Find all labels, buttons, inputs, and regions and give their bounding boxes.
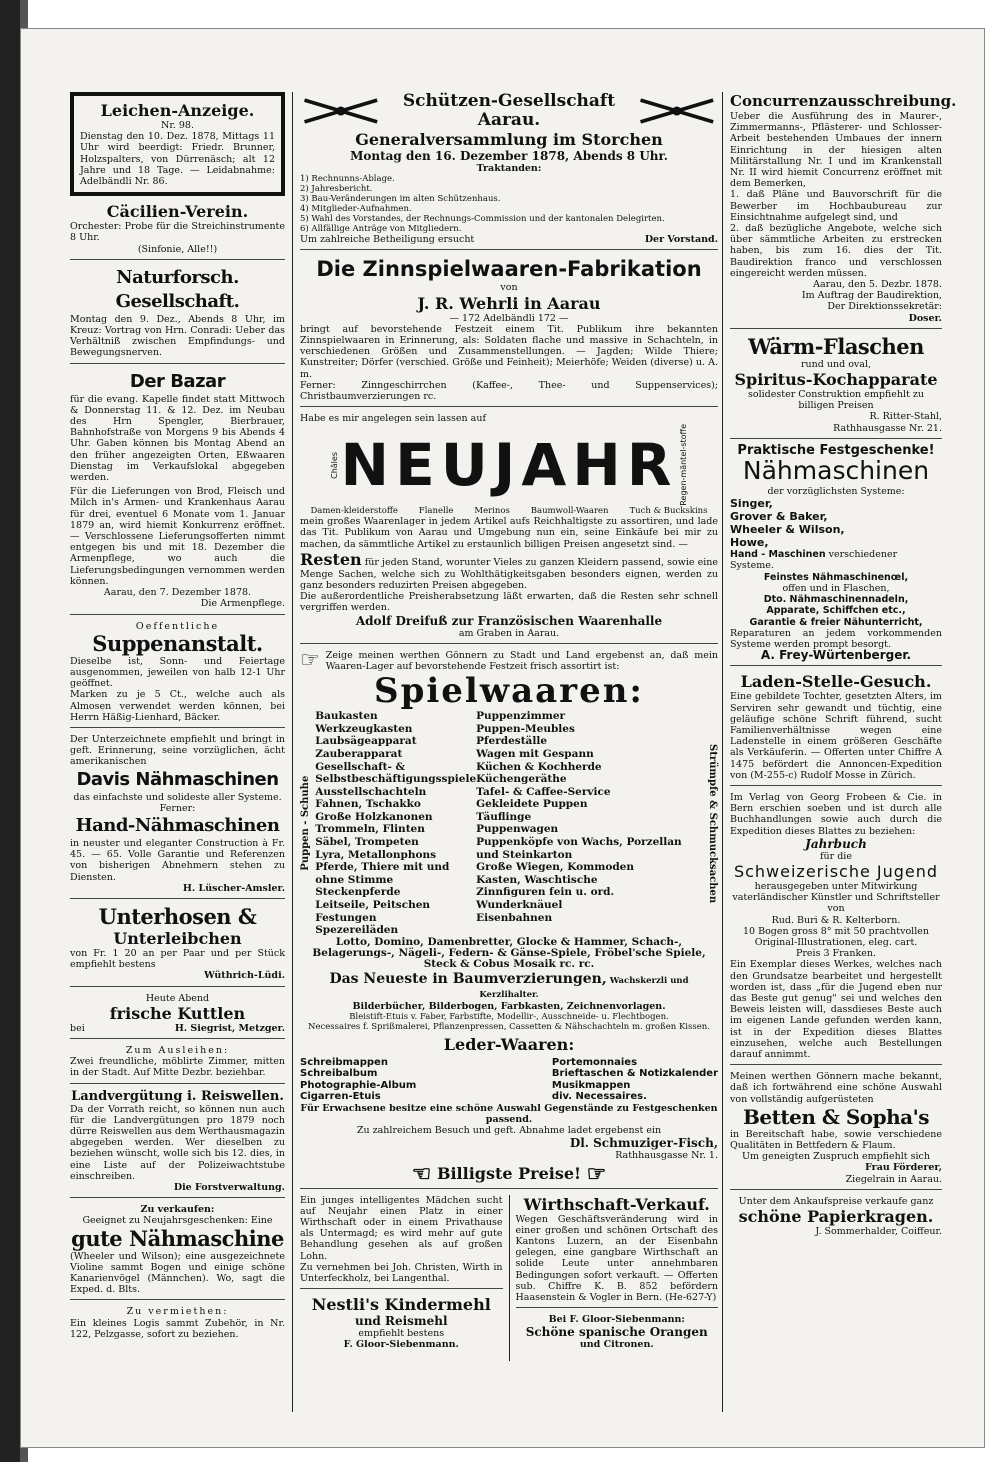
spielwaaren-item: Große Wiegen, Kommoden (476, 861, 634, 874)
ad-betten: Meinen werthen Gönnern mache bekannt, daß ich fortwährend eine schöne Auswahl von vollständig aufgerüsteten Betten & Sopha's in Bereitschaft habe, sowie verschiedene Qualitäten in Bettfedern & Flaum. Um geneigten Zuspruch empfiehlt sich Frau Förderer, Ziegelrain in Aarau. (730, 1071, 942, 1190)
ad-ausleihen: Zum Ausleihen: Zwei freundliche, möblirte Zimmer, mitten in der Stadt. Auf Mitte Dezbr. beziehbar. (70, 1045, 285, 1084)
column-right (730, 92, 957, 1247)
spielwaaren-item: Leitseile, Peitschen (315, 899, 431, 912)
ad-naturforsch: Naturforsch. Gesellschaft. Montag den 9. Dez., Abends 8 Uhr, im Kreuz: Vortrag von Hrn. Conradi: Ueber das Verhältniß zwischen Empfindungs- und Bewegungsnerven. (70, 266, 285, 364)
ad-kuttlen: Heute Abend frische Kuttlen bei H. Siegrist, Metzger. (70, 993, 285, 1039)
spielwaaren-item: Säbel, Trompeten (315, 836, 419, 849)
spielwaaren-item: Lyra, Metallonphons (315, 848, 437, 861)
column-left (70, 92, 285, 1350)
pointing-hand-icon: ☞ (586, 1160, 607, 1187)
spielwaaren-item: Selbstbeschäftigungsspiele (315, 773, 477, 786)
spielwaaren-item: Ausstellschachteln (315, 785, 427, 798)
leder-item: Cigarren-Etuis (300, 1091, 381, 1103)
spielwaaren-item: Festungen (315, 911, 377, 924)
spielwaaren-item: Täuflinge (476, 810, 532, 823)
ad-ladenstelle: Laden-Stelle-Gesuch. Eine gebildete Tochter, gesetzten Alters, im Serviren sehr gewandt und tüchtig, eine geläufige schöne Schrift führend, sucht Familienverhältnisse wegen eine Ladenstelle in einem größeren Geschäfte als Verkäuferin. — Offerten unter Chiffre A 1475 befördert die Annoncen-Expedition von (M-255-c) Rudolf Mosse in Zürich. (730, 672, 942, 786)
ad-zinnspielwaaren: Die Zinnspielwaaren-Fabrikation von J. R. Wehrli in Aarau — 172 Adelbändli 172 — bringt auf bevorstehende Festzeit einem Tit. Publikum ihre bekannten Zinnspielwaaren in Erinnerung, als: Soldaten flache und massive in Schachteln, in verschiedenen Größen und Zusammenstellungen. — Jagden; Wilde Thiere; Kunstreiter; Dörfer (verschied. Größe und Feinheit); Meierhöfe; Weiden (diverse) u. A. m. Ferner: Zinngeschirrchen (Kaffee-, Thee- und Suppenservices); Christbaumverzierungen rc. (300, 256, 718, 407)
ad-spielwaaren: ☞ Zeige meinen werthen Gönnern zu Stadt und Land ergebenst an, daß mein Waaren-Lager auf bevorstehende Festzeit frisch assortirt ist: Spielwaaren: Puppen - Schuhe Baukasten Werkzeugkasten Laubsägeapparat Zauberapparat Gesellschaft- & Selbstbeschäftigungsspiele Ausstellschachteln Fahnen, Tschakko Große Holzkanonen Trommeln, Flinten Säbel, Trompeten Lyra, Metallonphons Pferde, Thiere mit und ohne Stimme Steckenpferde Leitseile, Peitschen Festungen Spezereiläden Puppenzimmer Puppen-Meubles Pferdeställe Wagen mit Gespann Küchen & Kochherde Küchengeräthe Tafel- & Caffee-Service Gekleidete Puppen Täuflinge Puppenwagen Puppenköpfe von Wachs, Porzellan und Steinkarton Große Wiegen, Kommoden Kasten, Waschtische Zinnfiguren fein u. ord. Wunderknäuel Eisenbahnen Strümpfe & Schmucksachen Lotto, Domino, Damenbretter, Glocke & Hammer, Schach-, Belagerungs-, Nägeli-, Federn- & Gänse-Spiele, Fröbel'sche Spiele, Steck & Cobus Mosaik rc. rc. Das Neueste in Baumverzierungen, Wachskerzli und Kerzlihalter. Bilderbücher, Bilderbogen, Farbkasten, Zeichnenvorlagen. Bleistift-Etuis v. Faber, Farbstifte, Modellir-, Ausschneide- u. Flechtbogen. Necessaires f. Sprißmalerei, Pflanzenpressen, Cassetten & Nähschachteln m. großen Kissen. Leder-Waaren: Schreibmappen Schreibalbum Photographie-Album Cigarren-Etuis Portemonnaies Brieftaschen & Notizkalender Musikmappen div. Necessaires. Für Erwachsene besitze eine schöne Auswahl Gegenstände zu Festgeschenken passend. Zu zahlreichem Besuch und geft. Abnahme ladet ergebenst ein Dl. Schmuziger-Fisch, Rathhausgasse Nr. 1. ☜ Billigste Preise! ☞ (300, 648, 718, 1187)
leder-item: div. Necessaires. (551, 1091, 647, 1103)
leder-item: Portemonnaies (551, 1056, 638, 1068)
column-rule (292, 92, 293, 1412)
ad-concurrenz: Concurrenzausschreibung. Ueber die Ausführung des in Maurer-, Zimmermanns-, Pflästerer- und Schlosser-Arbeit bestehenden Umbaues der innern Einrichtung in der hiesigen alten Militärstallung Nr. I und im Krankenstall Nr. II wird hiemit Concurrenz eröffnet mit dem Bemerken, 1. daß Pläne und Bauvorschrift für die Bewerber im Hochbaubureau zur Einsichtnahme aufgelegt sind, und 2. daß bezügliche Angebote, welche sich über sämmtliche Arbeiten zu erstrecken haben, bis zum 16. dies der Tit. Baudirektion franco und verschlossen eingereicht werden müssen. Aarau, den 5. Dezbr. 1878. Im Auftrag der Baudirektion, Der Direktionssekretär: Doser. (730, 92, 942, 329)
spielwaaren-item: Laubsägeapparat (315, 735, 417, 748)
spielwaaren-item: Steckenpferde (315, 886, 401, 899)
crossed-rifles-icon (636, 93, 718, 129)
column-rule (722, 92, 723, 1412)
spielwaaren-item: Puppen-Meubles (476, 722, 575, 735)
ad-naehmaschinen: Praktische Festgeschenke! Nähmaschinen der vorzüglichsten Systeme: Singer, Grover & Baker, Wheeler & Wilson, Howe, Hand - Maschinen verschiedener Systeme. Feinstes Nähmaschinenœl, offen und in Flaschen, Dto. Nähmaschinennadeln, Apparate, Schiffchen etc., Garantie & freier Nähunterricht, Reparaturen an jedem vorkommenden Systeme werden prompt besorgt. A. Frey-Würtenberger. (730, 445, 942, 666)
ad-maedchen: Ein junges intelligentes Mädchen sucht auf Neujahr einen Platz in einer Wirthschaft oder in einem Privathause als Untermagd; es wird mehr auf gute Behandlung gesehen als auf großen Lohn. Zu vernehmen bei Joh. Christen, Wirth in Unterfeckholz, bei Langenthal. (300, 1195, 503, 1290)
leder-item: Brieftaschen & Notizkalender (551, 1068, 718, 1080)
ad-leichen: Leichen-Anzeige. Nr. 98. Dienstag den 10. Dez. 1878, Mittags 11 Uhr wird beerdigt: Friedr. Brunner, Holzspalters, von Dürrenäsch; alt 12 Jahre und 18 Tage. — Leidabnahme: Adelbändli Nr. 86. (70, 92, 285, 196)
spielwaaren-item: Große Holzkanonen (315, 810, 433, 823)
pointing-hand-icon: ☜ (411, 1160, 432, 1187)
ad-davis: Der Unterzeichnete empfiehlt und bringt in geft. Erinnerung, seine vorzüglichen, ächt amerikanischen Davis Nähmaschinen das einfachste und solideste aller Systeme. Ferner: Hand-Nähmaschinen in neuster und eleganter Construction à Fr. 45. — 65. Volle Garantie und Referenzen von bisherigen Abnehmern stehen zu Diensten. H. Lüscher-Amsler. (70, 734, 285, 899)
spielwaaren-item: Pferde, Thiere mit und ohne Stimme (315, 861, 450, 886)
spielwaaren-item: Puppenköpfe von Wachs, Porzellan und Steinkarton (476, 836, 682, 861)
ad-orangen: Bei F. Gloor-Siebenmann: Schöne spanische Orangen und Citronen. (525, 1314, 708, 1351)
leder-item: Photographie-Album (300, 1079, 417, 1091)
spielwaaren-item: Küchen & Kochherde (476, 760, 602, 773)
spielwaaren-item: Kasten, Waschtische (476, 873, 598, 886)
leder-list (300, 1057, 718, 1103)
spielwaaren-item: Pferdeställe (476, 735, 548, 748)
spielwaaren-item: Gekleidete Puppen (476, 798, 588, 811)
column-middle (300, 92, 718, 1361)
spielwaaren-item: Gesellschaft- & (315, 760, 406, 773)
ad-nestle: Nestli's Kindermehl und Reismehl empfiehlt bestens F. Gloor-Siebenmann. (311, 1295, 491, 1351)
spielwaaren-item: Trommeln, Flinten (315, 823, 425, 836)
spielwaaren-item: Spezereiläden (315, 924, 399, 937)
leder-item: Schreibalbum (300, 1068, 378, 1080)
spielwaaren-item: Zauberapparat (315, 747, 403, 760)
ad-waermflaschen: Wärm-Flaschen rund und oval, Spiritus-Kochapparate solidester Construktion empfiehlt zu billigen Preisen R. Ritter-Stahl, Rathhausgasse Nr. 21. (730, 335, 942, 439)
leder-item: Musikmappen (551, 1079, 631, 1091)
ad-caecilien: Cäcilien-Verein. Orchester: Probe für die Streichinstrumente 8 Uhr. (Sinfonie, Alle!!) (70, 202, 285, 260)
ad-wirthschaft: Wirthschaft-Verkauf. Wegen Geschäftsveränderung wird in einer großen und schönen Ortschaft des Kantons Luzern, an der Eisenbahn gelegen, eine gangbare Wirthschaft an solide Leute unter annehmbaren Bedingungen sofort verkauft. — Offerten sub. Chiffre K. B. 852 befördern Haasenstein & Vogler in Bern. (He-627-Y) (516, 1195, 719, 1309)
ad-landverguetung: Landvergütung i. Reiswellen. Da der Vorrath reicht, so können nun auch für die Landvergütungen pro 1879 noch dürre Reiswellen aus dem Werthausmagazin abgegeben werden. Wer dieselben zu beziehen wünscht, wolle sich bis 12. dies, in eine Liste auf der Polizeiwachtstube einschreiben. Die Forstverwaltung. (70, 1090, 285, 1199)
spielwaaren-list (315, 710, 703, 937)
spielwaaren-item: Puppenzimmer (476, 710, 566, 723)
spielwaaren-item: Eisenbahnen (476, 911, 553, 924)
spielwaaren-item: Wunderknäuel (476, 899, 563, 912)
ad-neujahr: Habe es mir angelegen sein lassen auf Châles NEUJAHR Regen-mäntel-stoffe Damen-kleiderstoffe Flanelle Merinos Baumwoll-Waaren Tuch & Buckskins mein großes Waarenlager in jedem Artikel aufs Reichhaltigste zu assortiren, und lade das Tit. Publikum von Aarau und Umgebung nun ein, seine Einkäufe bei mir zu machen, da sämmtliche Artikel zu erstaunlich billigen Preisen angesetzt sind. — Resten für jeden Stand, worunter Vieles zu ganzen Kleidern passend, sowie eine Menge Sachen, welche sich zu Wohlthätigkeitsgaben besonders eignen, werden zu ganz besonders reduzirten Preisen abgegeben. Die außerordentliche Preisherabsetzung läßt erwarten, daß die Resten sehr schnell vergriffen werden. Adolf Dreifuß zur Französischen Waarenhalle am Graben in Aarau. (300, 413, 718, 643)
leder-item: Schreibmappen (300, 1056, 388, 1068)
spielwaaren-item: Tafel- & Caffee-Service (476, 785, 611, 798)
neujahr-banner: Châles NEUJAHR Regen-mäntel-stoffe (329, 424, 689, 507)
spielwaaren-item: Baukasten (315, 710, 378, 723)
crossed-rifles-icon (300, 93, 382, 129)
ad-verkaufen: Zu verkaufen: Geeignet zu Neujahrsgeschenken: Eine gute Nähmaschine (Wheeler und Wilson); eine ausgezeichnete Violine sammt Bogen und einige schöne Kanarienvögel (Männchen). Wo, sagt die Exped. d. Blts. (70, 1204, 285, 1300)
ad-suppenanstalt: Oeffentliche Suppenanstalt. Dieselbe ist, Sonn- und Feiertage ausgenommen, jeweilen von halb 12-1 Uhr geöffnet. Marken zu je 5 Ct., welche auch als Almosen verwendet werden können, bei Herrn Häßig-Lienhard, Bäcker. (70, 621, 285, 728)
spielwaaren-item: Werkzeugkasten (315, 722, 413, 735)
spielwaaren-item: Puppenwagen (476, 823, 559, 836)
ad-jahrbuch: Im Verlag von Georg Frobeen & Cie. in Bern erschien soeben und ist durch alle Buchhandlungen sowie auch durch die Expedition dieses Blattes zu beziehen: Jahrbuch für die Schweizerische Jugend herausgegeben unter Mitwirkung vaterländischer Künstler und Schriftsteller von Rud. Buri & R. Kelterborn. 10 Bogen gross 8° mit 50 prachtvollen Original-Illustrationen, eleg. cart. Preis 3 Franken. Ein Exemplar dieses Werkes, welches nach den Grundsatze bearbeitet und hergestellt worden ist, dass „für die Jugend eben nur das Beste gut genug" sei und welches den Beweis leisten will, dassdieses Beste auch im eigenen Lande gefunden werden kann, ist in der Expedition dieses Blattes einzusehen, welche auch Bestellungen darauf annimmt. (730, 792, 942, 1065)
ad-unterhosen: Unterhosen & Unterleibchen von Fr. 1 20 an per Paar und per Stück empfiehlt bestens Wüthrich-Lüdi. (70, 905, 285, 987)
spielwaaren-item: Fahnen, Tschakko (315, 798, 421, 811)
pointing-hand-icon: ☞ (300, 648, 320, 674)
traktanden-list: 1) Rechnunns-Ablage. 2) Jahresbericht. 3) Bau-Veränderungen im alten Schützenhaus. 4) Mitglieder-Aufnahmen. 5) Wahl des Vorstandes, der Rechnungs-Commission und der kantonalen Delegirten. 6) Allfällige Anträge von Mitgliedern. (300, 174, 665, 235)
spielwaaren-item: Wagen mit Gespann (476, 747, 594, 760)
ad-papierkragen: Unter dem Ankaufspreise verkaufe ganz schöne Papierkragen. J. Sommerhalder, Coiffeur. (738, 1195, 942, 1238)
ad-bazar: Der Bazar für die evang. Kapelle findet statt Mittwoch & Donnerstag 11. & 12. Dez. im Neubau des Hrn Spengler, Bierbrauer, Bahnhofstraße von Morgens 9 bis Abends 4 Uhr. Gaben können bis Montag Abend an den früher angezeigten Orten, Eßwaaren Dienstag im Verkaufslokal abgegeben werden. Für die Lieferungen von Brod, Fleisch und Milch in's Armen- und Krankenhaus Aarau für drei, eventuel 6 Monate vom 1. Januar 1879 an, wird hiemit Konkurrenz eröffnet. — Verschlossene Lieferungsofferten nimmt entgegen bis und mit 18. Dezember die Armenpflege, wo auch die Lieferungsbedingungen vernommen werden können. Aarau, den 7. Dezember 1878. Die Armenpflege. (70, 370, 285, 615)
spielwaaren-item: Küchengeräthe (476, 773, 567, 786)
ad-schuetzen: Schützen-Gesellschaft Aarau. Generalversammlung im Storchen Montag den 16. Dezember 1878, Abends 8 Uhr. Traktanden: 1) Rechnunns-Ablage. 2) Jahresbericht. 3) Bau-Veränderungen im alten Schützenhaus. 4) Mitglieder-Aufnahmen. 5) Wahl des Vorstandes, der Rechnungs-Commission und der kantonalen Delegirten. 6) Allfällige Anträge von Mitgliedern. Um zahlreiche Betheiligung ersucht Der Vorstand. (300, 92, 718, 250)
ad-vermiethen: Zu vermiethen: Ein kleines Logis sammt Zubehör, in Nr. 122, Pelzgasse, sofort zu beziehen. (70, 1306, 285, 1340)
spielwaaren-item: Zinnfiguren fein u. ord. (476, 886, 615, 899)
